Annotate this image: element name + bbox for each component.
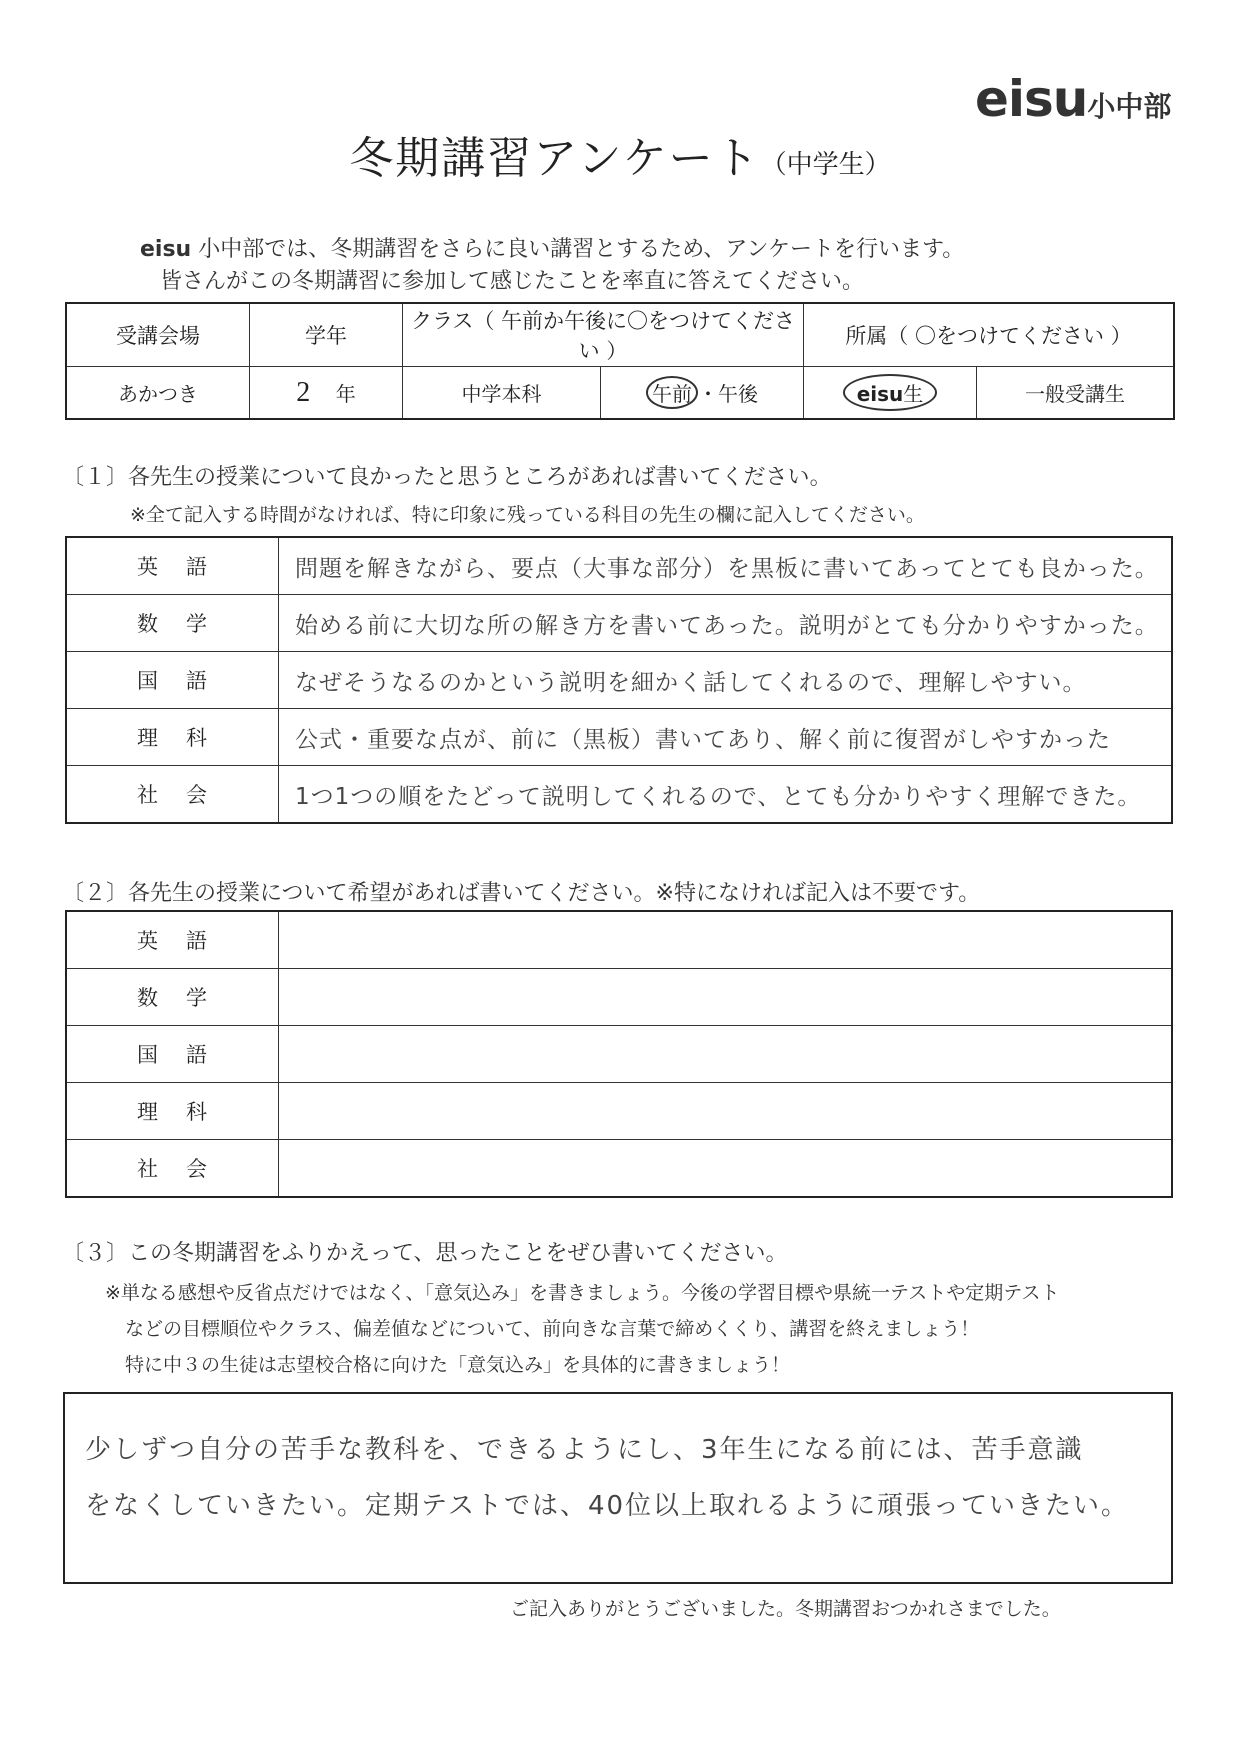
intro-line-1 [140,232,964,263]
grade-unit: 年 [335,381,356,406]
subject-cell: 英語 [66,537,279,595]
answer-cell: 問題を解きながら、要点（大事な部分）を黒板に書いてあってとても良かった。 [279,537,1173,595]
intro-text-1: 小中部では、冬期講習をさらに良い講習とするため、アンケートを行います。 [191,237,965,262]
section2-heading: 〔２〕各先生の授業について希望があれば書いてください。※特になければ記入は不要です。 [62,881,981,906]
class-name: 中学本科 [403,367,601,420]
answer-cell: なぜそうなるのかという説明を細かく話してくれるので、理解しやすい。 [279,652,1173,709]
table-row [66,537,1172,595]
am-option: 午前 [646,376,698,409]
section3-note-1: ※単なる感想や反省点だけではなく、「意気込み」を書きましょう。今後の学習目標や県統一テストや定期テスト [105,1282,1060,1304]
affiliation-header: 所属（ 〇をつけてください ） [804,303,1175,367]
intro-line-2: 皆さんがこの冬期講習に参加して感じたことを率直に答えてください。 [160,269,865,294]
title-sub: （中学生） [760,150,891,180]
grade-value [250,367,403,420]
subject-cell: 数学 [66,969,279,1026]
class-header: クラス（ 午前か午後に〇をつけてください ） [403,303,804,367]
section3-heading: 〔３〕この冬期講習をふりかえって、思ったことをぜひ書いてください。 [62,1241,788,1266]
page-title [0,122,1240,186]
answer-cell [279,1026,1173,1083]
answer-cell [279,1083,1173,1140]
table-row [66,766,1172,824]
grade-number: 2 [296,376,311,408]
subject-cell: 理科 [66,709,279,766]
eisu-logo [975,70,1171,128]
reflection-line-2: をなくしていきたい。定期テストでは、40位以上取れるように頑張っていきたい。 [85,1491,1130,1521]
grade-header: 学年 [250,303,403,367]
section3-note-2: などの目標順位やクラス、偏差値などについて、前向きな言葉で締めくくり、講習を終えましょう！ [125,1318,980,1340]
table-row [66,969,1172,1026]
session-separator: ・ [698,382,718,406]
subject-cell: 数学 [66,595,279,652]
answer-cell [279,1140,1173,1198]
eisu-student-option [804,367,977,420]
section1-heading: 〔１〕各先生の授業について良かったと思うところがあれば書いてください。 [62,465,832,490]
subject-cell: 国語 [66,1026,279,1083]
logo-text: eisu [975,70,1088,128]
subject-cell: 社会 [66,1140,279,1198]
table-row [66,1026,1172,1083]
info-table [65,302,1175,420]
class-session [601,367,804,420]
section1-note: ※全て記入する時間がなければ、特に印象に残っている科目の先生の欄に記入してください。 [130,504,925,526]
table-row [66,1083,1172,1140]
answer-cell: 始める前に大切な所の解き方を書いてあった。説明がとても分かりやすかった。 [279,595,1173,652]
general-student-option: 一般受講生 [977,367,1175,420]
subject-cell: 国語 [66,652,279,709]
table-row [66,709,1172,766]
closing-message: ご記入ありがとうございました。冬期講習おつかれさまでした。 [510,1598,1061,1620]
intro-brand: eisu [140,237,192,262]
pm-option: 午後 [718,382,758,406]
section3-note-3: 特に中３の生徒は志望校合格に向けた「意気込み」を具体的に書きましょう！ [125,1354,791,1376]
title-main: 冬期講習アンケート [349,133,761,184]
reflection-box [63,1392,1173,1584]
table-row [66,911,1172,969]
subject-cell: 理科 [66,1083,279,1140]
section1-table [65,536,1173,824]
logo-sub: 小中部 [1087,90,1172,123]
subject-cell: 英語 [66,911,279,969]
answer-cell: 公式・重要な点が、前に（黒板）書いてあり、解く前に復習がしやすかった [279,709,1173,766]
eisu-suffix: 生 [903,382,924,406]
eisu-brand: eisu [856,382,904,406]
reflection-line-1: 少しずつ自分の苦手な教科を、できるようにし、3年生になる前には、苦手意識 [85,1435,1084,1465]
eisu-circle [843,374,938,411]
subject-cell: 社会 [66,766,279,824]
venue-header: 受講会場 [66,303,250,367]
answer-cell [279,969,1173,1026]
table-row [66,1140,1172,1198]
venue-value: あかつき [66,367,250,420]
table-row [66,652,1172,709]
answer-cell: 1つ1つの順をたどって説明してくれるので、とても分かりやすく理解できた。 [279,766,1173,824]
table-row [66,595,1172,652]
section2-table [65,910,1173,1198]
answer-cell [279,911,1173,969]
